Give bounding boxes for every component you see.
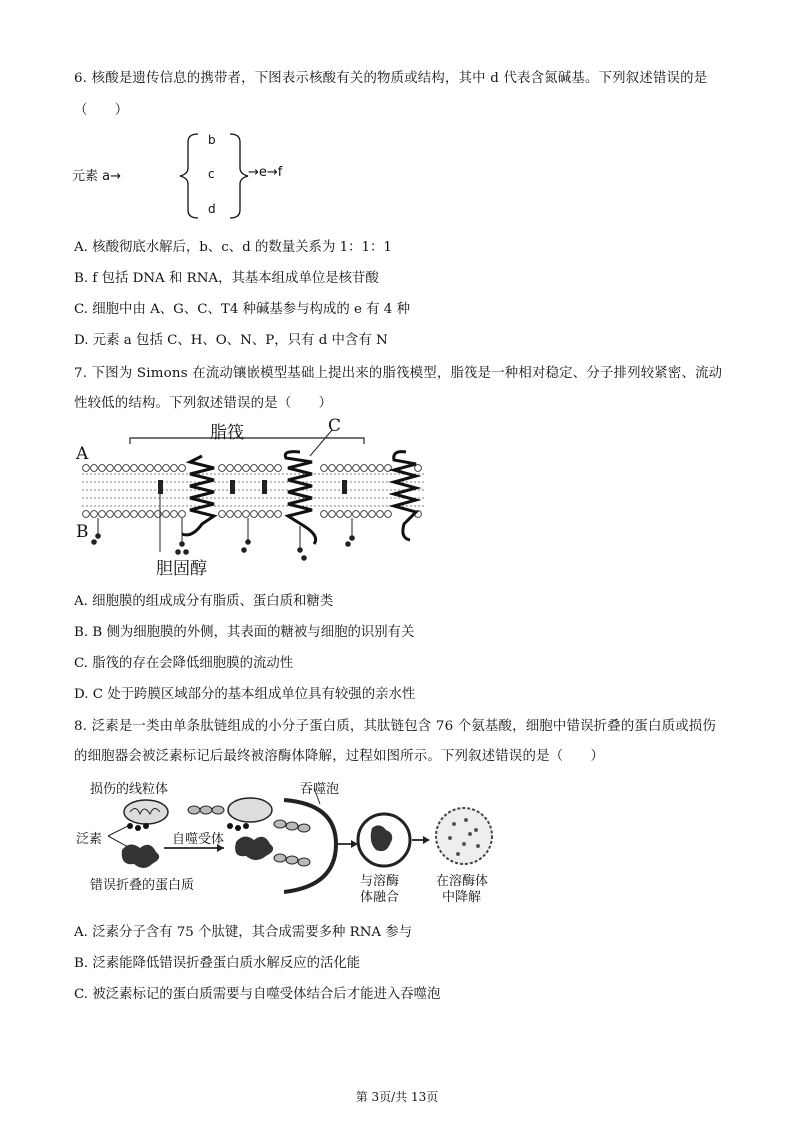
membrane-svg: [74, 416, 430, 576]
q6-diagram: [72, 128, 283, 224]
q7-option-a: A. 细胞膜的组成成分有脂质、蛋白质和糖类: [74, 594, 334, 609]
q7-option-b: B. B 侧为细胞膜的外侧，其表面的糖被与细胞的识别有关: [74, 625, 415, 640]
page-footer: 第 3页/共 13页: [355, 1090, 439, 1104]
autophagy-receptor-shape: [188, 806, 224, 814]
diagram-tail: →e→f: [248, 165, 283, 180]
diagram-c: c: [208, 167, 215, 181]
q6-option-d: D. 元素 a 包括 C、H、O、N、P，只有 d 中含有 N: [74, 333, 388, 348]
misfolded-protein: [122, 844, 159, 868]
q6-option-a: A. 核酸彻底水解后，b、c、d 的数量关系为 1：1：1: [74, 240, 392, 255]
q7-option-d: D. C 处于跨膜区域部分的基本组成单位具有较强的亲水性: [74, 687, 416, 702]
right-brace: [230, 134, 248, 218]
q6-stem-line1: 6. 核酸是遗传信息的携带者，下图表示核酸有关的物质或结构，其中 d 代表含氮碱基。下列叙述错误的是: [74, 71, 708, 86]
membrane-protein-3: [394, 452, 416, 540]
ubiquitin-pointer-1: [108, 826, 128, 836]
q8-ubiquitin-figure: [74, 774, 514, 912]
q7-lipid-raft-figure: [74, 416, 430, 579]
lysosome: [436, 808, 492, 864]
phagophore: [284, 800, 336, 892]
tagged-misfolded-protein: [235, 836, 273, 860]
phagosome-label: 吞噬泡: [300, 782, 340, 797]
raft-bracket: [130, 438, 364, 444]
label-a: A: [76, 444, 89, 464]
diagram-b: b: [208, 133, 216, 147]
ubiquitin-label: 泛素: [76, 832, 103, 847]
q8-stem-line1: 8. 泛素是一类由单条肽链组成的小分子蛋白质，其肽链包含 76 个氨基酸，细胞中错误折叠的蛋白质或损伤: [74, 719, 716, 734]
q7-option-c: C. 脂筏的存在会降低细胞膜的流动性: [74, 656, 294, 671]
cholesterol-label: 胆固醇: [156, 559, 207, 579]
raft-label: 脂筏: [210, 423, 244, 443]
diagram-start: 元素 a→: [72, 169, 121, 184]
q8-stem-line2: 的细胞器会被泛素标记后最终被溶酶体降解，过程如图所示。下列叙述错误的是（ ）: [74, 749, 605, 764]
diagram-d: d: [208, 202, 216, 216]
inner-leaflet: [83, 511, 422, 518]
q6-option-b: B. f 包括 DNA 和 RNA，其基本组成单位是核苷酸: [74, 271, 379, 286]
degrade-label-1: 在溶酶体: [436, 874, 489, 889]
q8-option-c: C. 被泛素标记的蛋白质需要与自噬受体结合后才能进入吞噬泡: [74, 987, 441, 1002]
q8-option-b: B. 泛素能降低错误折叠蛋白质水解反应的活化能: [74, 956, 361, 971]
raft-protein-1: [182, 456, 214, 535]
q7-stem-line2: 性较低的结构。下列叙述错误的是（ ）: [74, 396, 333, 411]
lipid-tails: [82, 474, 424, 506]
arrow-3-head: [423, 836, 430, 844]
tagged-mitochondrion: [228, 798, 272, 822]
misfolded-label: 错误折叠的蛋白质: [90, 878, 195, 893]
fuse-label-2: 体融合: [360, 890, 400, 905]
receptor-chain: [274, 820, 310, 866]
q8-option-a: A. 泛素分子含有 75 个肽键，其合成需要多种 RNA 参与: [74, 925, 413, 940]
q6-stem-line2: （ ）: [74, 103, 129, 118]
damaged-mito-label: 损伤的线粒体: [90, 782, 169, 797]
fuse-label-1: 与溶酶: [360, 874, 400, 889]
outer-leaflet: [83, 465, 422, 472]
q6-option-c: C. 细胞中由 A、G、C、T4 种碱基参与构成的 e 有 4 种: [74, 302, 410, 317]
label-b: B: [76, 522, 89, 542]
q7-stem-line1: 7. 下图为 Simons 在流动镶嵌模型基础上提出来的脂筏模型，脂筏是一种相对稳定、分子排列较紧密、流动: [74, 366, 723, 381]
autophagy-receptor-label: 自噬受体: [172, 832, 225, 847]
label-c: C: [328, 416, 342, 436]
left-brace: [180, 134, 198, 218]
degrade-label-2: 中降解: [442, 890, 482, 905]
